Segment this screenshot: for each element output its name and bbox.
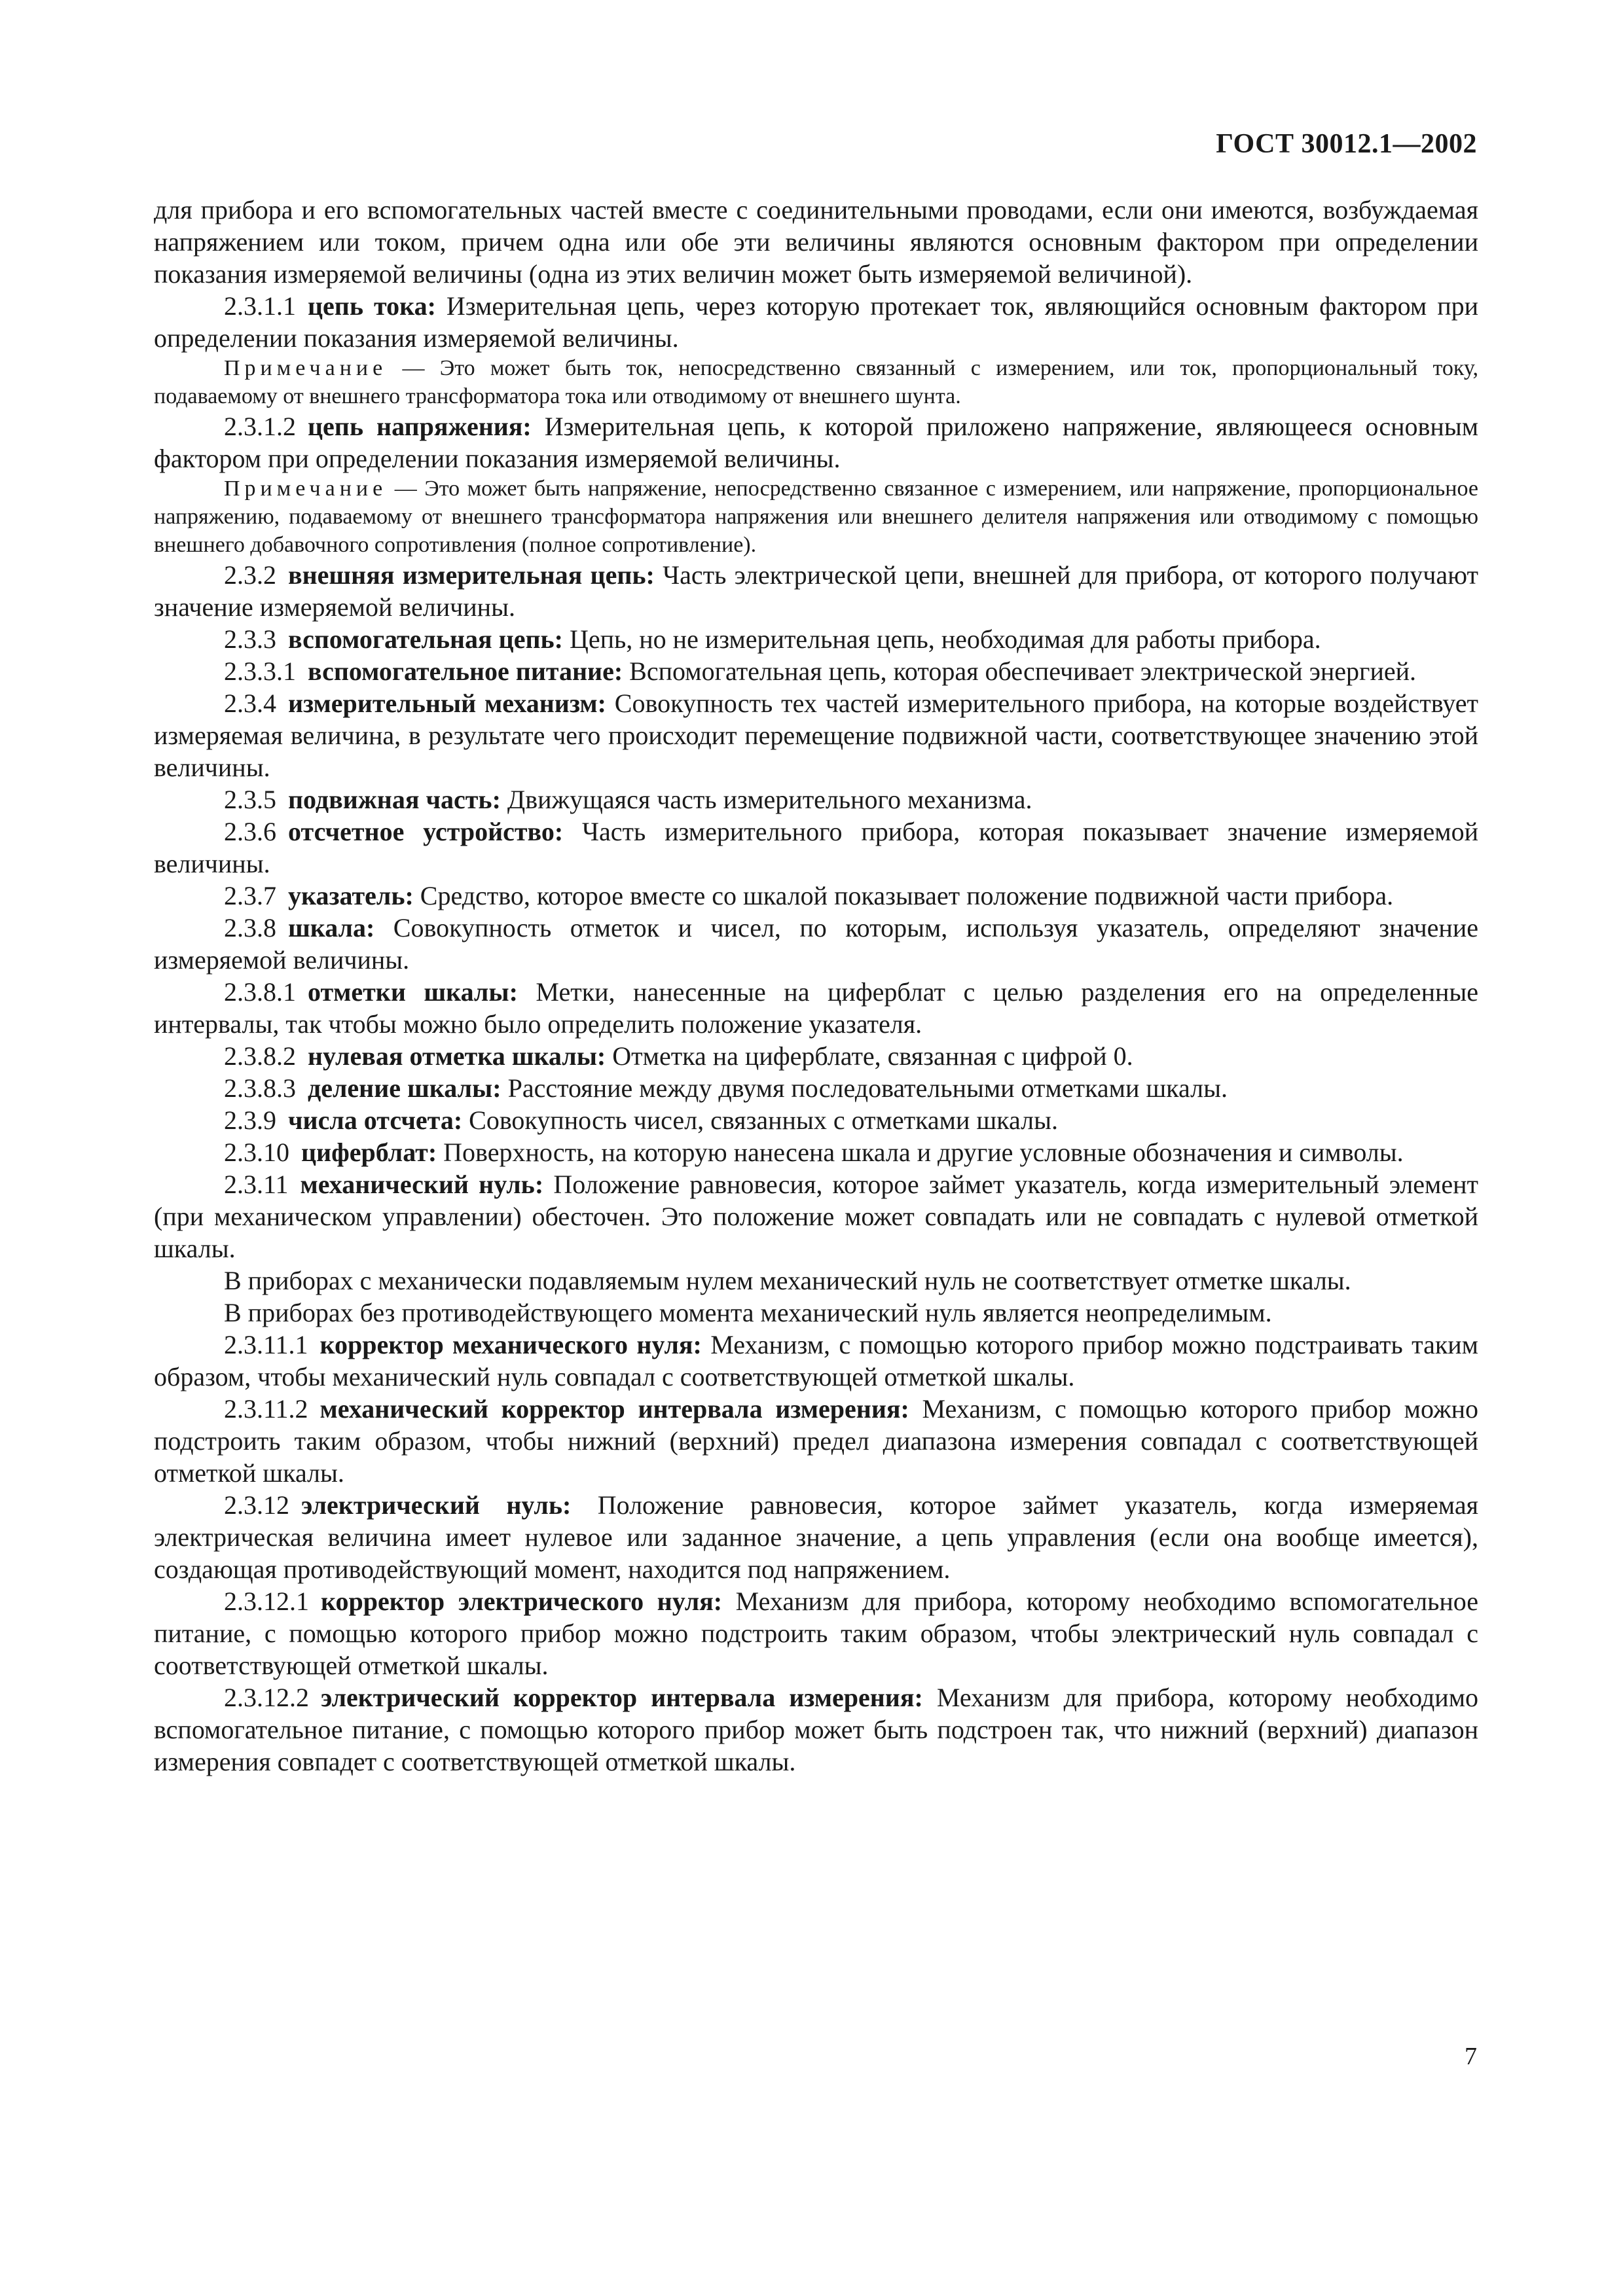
definition-2-3-1-1 (154, 290, 1478, 354)
item-number: 2.3.8.3 (224, 1073, 296, 1103)
definition-2-3-3-1 (154, 655, 1478, 687)
item-number: 2.3.3 (224, 624, 276, 654)
definition-text: Цепь, но не измерительная цепь, необходимая для работы прибора. (569, 624, 1321, 654)
definition-text: Механизм, с помощью которого прибор можно подстраивать таким образом, чтобы механический нуль совпадал с соответствующей отметкой шкалы. (154, 1330, 1478, 1391)
definition-2-3-8-2 (154, 1040, 1478, 1072)
item-number: 2.3.7 (224, 881, 276, 910)
definition-text: Метки, нанесенные на циферблат с целью разделения его на определенные интервалы, так чтобы можно было определить положение указателя. (154, 977, 1479, 1039)
term: нулевая отметка шкалы: (308, 1041, 606, 1071)
definition-text: Механизм для прибора, которому необходимо вспомогательное питание, с помощью которого прибор может быть подстроен так, что нижний (верхний) диапазон измерения совпадет с соответствующей отметкой шкалы. (154, 1683, 1479, 1776)
term: отметки шкалы: (308, 977, 518, 1007)
definition-text: Механизм, с помощью которого прибор можно подстроить таким образом, чтобы нижний (верхний) предел диапазона измерения совпадал с соответствующей отметкой шкалы. (154, 1394, 1479, 1488)
definition-2-3-5 (154, 783, 1478, 816)
definition-2-3-2 (154, 559, 1478, 623)
term: электрический нуль: (301, 1490, 572, 1520)
definition-2-3-9 (154, 1104, 1478, 1136)
definition-2-3-8 (154, 912, 1478, 976)
term: механический корректор интервала измерения: (319, 1394, 909, 1424)
term: указатель: (288, 881, 414, 910)
item-number: 2.3.11.1 (224, 1330, 308, 1359)
item-number: 2.3.12.1 (224, 1587, 309, 1616)
item-number: 2.3.5 (224, 785, 276, 814)
term: внешняя измерительная цепь: (288, 560, 655, 590)
item-number: 2.3.9 (224, 1105, 276, 1135)
definition-text: Часть электрической цепи, внешней для прибора, от которого получают значение измеряемой величины. (154, 560, 1478, 622)
item-number: 2.3.10 (224, 1138, 289, 1167)
definition-text: Положение равновесия, которое займет указатель, когда измеряемая электрическая величина имеет нулевое или заданное значение, а цепь управления (если она вообще имеется), создающая противодействующий момент, находится под напряжением. (154, 1490, 1478, 1584)
intro-paragraph: для прибора и его вспомогательных частей вместе с соединительными проводами, если они имеются, возбуждаемая напряжением или током, причем одна или обе эти величины являются основным фактором при определении показания измеряемой величины (одна из этих величин может быть измеряемой величиной). (154, 195, 1478, 289)
term: деление шкалы: (308, 1073, 501, 1103)
definition-2-3-11-1 (154, 1329, 1478, 1393)
definition-2-3-12 (154, 1489, 1478, 1585)
item-number: 2.3.11 (224, 1170, 289, 1199)
term: шкала: (288, 913, 375, 942)
term: циферблат: (301, 1138, 437, 1167)
item-number: 2.3.8.1 (224, 977, 296, 1007)
definition-2-3-10 (154, 1136, 1478, 1168)
note-2 (154, 475, 1478, 559)
definition-2-3-11 (154, 1168, 1478, 1265)
definition-text: Совокупность тех частей измерительного прибора, на которые воздействует измеряемая величина, в результате чего происходит перемещение подвижной части, соответствующее значению этой величины. (154, 689, 1479, 782)
item-number: 2.3.1.1 (224, 291, 296, 321)
definition-text: Средство, которое вместе со шкалой показывает положение подвижной части прибора. (420, 881, 1394, 910)
definition-text: Вспомогательная цепь, которая обеспечивает электрической энергией. (629, 656, 1417, 686)
definition-2-3-6 (154, 816, 1478, 880)
definition-text: Движущаяся часть измерительного механизма. (507, 785, 1032, 814)
paragraph-mechanical-zero-suppressed: В приборах с механически подавляемым нулем механический нуль не соответствует отметке шкалы. (224, 1266, 1351, 1295)
item-number: 2.3.2 (224, 560, 276, 590)
item-number: 2.3.11.2 (224, 1394, 308, 1424)
definition-text: Измерительная цепь, через которую протекает ток, являющийся основным фактором при определении показания измеряемой величины. (154, 291, 1478, 353)
definition-text: Совокупность отметок и чисел, по которым, используя указатель, определяют значение измеряемой величины. (154, 913, 1478, 975)
definition-text: Часть измерительного прибора, которая показывает значение измеряемой величины. (154, 817, 1479, 878)
definition-2-3-4 (154, 687, 1478, 783)
term: числа отсчета: (288, 1105, 463, 1135)
definition-text: Поверхность, на которую нанесена шкала и другие условные обозначения и символы. (443, 1138, 1404, 1167)
definition-text: Совокупность чисел, связанных с отметками шкалы. (469, 1105, 1058, 1135)
document-body (154, 194, 1478, 1778)
definition-text: Измерительная цепь, к которой приложено напряжение, являющееся основным фактором при определении показания измеряемой величины. (154, 412, 1479, 473)
page-header: ГОСТ 30012.1—2002 (1216, 129, 1477, 159)
term: корректор механического нуля: (319, 1330, 702, 1359)
term: механический нуль: (300, 1170, 544, 1199)
term: корректор электрического нуля: (321, 1587, 723, 1616)
definition-2-3-8-1 (154, 976, 1478, 1040)
term: цепь тока: (308, 291, 436, 321)
page-number: 7 (1465, 2043, 1477, 2070)
definition-2-3-1-2 (154, 410, 1478, 475)
definition-2-3-8-3 (154, 1072, 1478, 1104)
item-number: 2.3.6 (224, 817, 276, 846)
note-text: — Это может быть ток, непосредственно связанный с измерением, или ток, пропорциональный току, подаваемому от внешнего трансформатора тока или отводимому от внешнего шунта. (154, 356, 1479, 408)
definition-2-3-12-1 (154, 1585, 1478, 1681)
term: вспомогательное питание: (308, 656, 623, 686)
item-number: 2.3.1.2 (224, 412, 296, 441)
definition-2-3-11-2 (154, 1393, 1478, 1489)
item-number: 2.3.4 (224, 689, 276, 718)
item-number: 2.3.8.2 (224, 1041, 296, 1071)
paragraph-no-counter-torque: В приборах без противодействующего момента механический нуль является неопределимым. (224, 1298, 1272, 1327)
term: вспомогательная цепь: (288, 624, 563, 654)
item-number: 2.3.12.2 (224, 1683, 309, 1712)
definition-2-3-3 (154, 623, 1478, 655)
note-text: — Это может быть напряжение, непосредственно связанное с измерением, или напряжение, пропорциональное напряжению, подаваемому от внешнего трансформатора напряжения или внешнего делителя напряжения или отводимому с помощью внешнего добавочного сопротивления (полное сопротивление). (154, 476, 1479, 557)
note-1 (154, 354, 1478, 410)
definition-2-3-7 (154, 880, 1478, 912)
item-number: 2.3.12 (224, 1490, 289, 1520)
note-label: Примечание (224, 356, 388, 380)
item-number: 2.3.8 (224, 913, 276, 942)
note-label: Примечание (224, 476, 388, 501)
definition-2-3-12-2 (154, 1681, 1478, 1778)
definition-text: Расстояние между двумя последовательными отметками шкалы. (507, 1073, 1228, 1103)
term: электрический корректор интервала измерения: (321, 1683, 923, 1712)
definition-text: Положение равновесия, которое займет указатель, когда измерительный элемент (при механическом управлении) обесточен. Это положение может совпадать или не совпадать с нулевой отметкой шкалы. (154, 1170, 1478, 1263)
definition-text: Механизм для прибора, которому необходимо вспомогательное питание, с помощью которого прибор можно подстроить таким образом, чтобы электрический нуль совпадал с соответствующей отметкой шкалы. (154, 1587, 1478, 1680)
term: измерительный механизм: (288, 689, 606, 718)
term: отсчетное устройство: (288, 817, 564, 846)
item-number: 2.3.3.1 (224, 656, 296, 686)
definition-text: Отметка на циферблате, связанная с цифрой 0. (612, 1041, 1133, 1071)
term: подвижная часть: (288, 785, 501, 814)
term: цепь напряжения: (308, 412, 532, 441)
